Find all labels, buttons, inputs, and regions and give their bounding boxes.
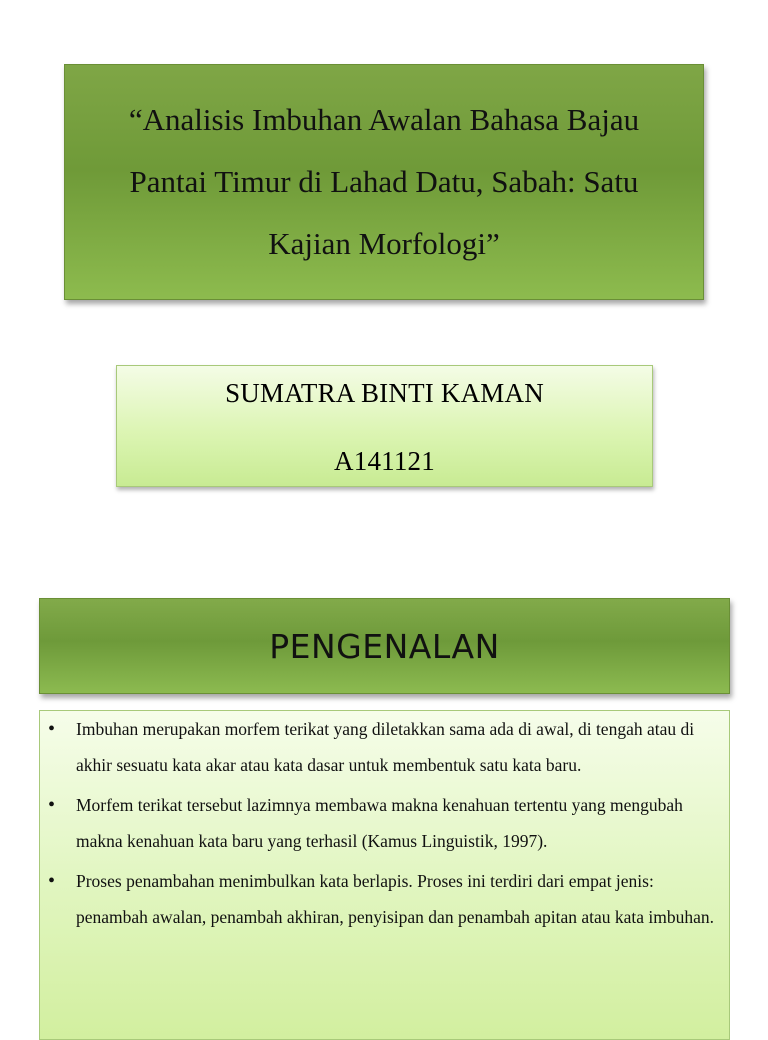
section-header: [39, 598, 730, 694]
author-card: [116, 365, 653, 487]
bullet-text: Proses penambahan menimbulkan kata berlapis. Proses ini terdiri dari empat jenis: penambah awalan, penambah akhiran, penyisipan dan penambah apitan atau kata imbuhan.: [76, 871, 715, 927]
bullet-list: [40, 711, 729, 939]
bullet-text: Imbuhan merupakan morfem terikat yang diletakkan sama ada di awal, di tengah atau di akhir sesuatu kata akar atau kata dasar untuk membentuk satu kata baru.: [76, 719, 695, 775]
bullet-icon: •: [48, 718, 56, 740]
bullet-icon: •: [48, 870, 56, 892]
section-title: PENGENALAN: [269, 626, 500, 666]
title-banner: [64, 64, 704, 300]
section-content: [39, 710, 730, 1040]
bullet-icon: •: [48, 794, 56, 816]
bullet-item: [40, 863, 729, 935]
author-id: A141121: [334, 446, 435, 476]
bullet-text: Morfem terikat tersebut lazimnya membawa makna kenahuan tertentu yang mengubah makna kenahuan kata baru yang terhasil (Kamus Linguistik, 1997).: [76, 795, 683, 851]
author-name: SUMATRA BINTI KAMAN: [225, 378, 544, 408]
bullet-item: [40, 787, 729, 859]
bullet-item: [40, 711, 729, 783]
document-title: “Analisis Imbuhan Awalan Bahasa Bajau Pantai Timur di Lahad Datu, Sabah: Satu Kajian Morfologi”: [128, 102, 640, 261]
